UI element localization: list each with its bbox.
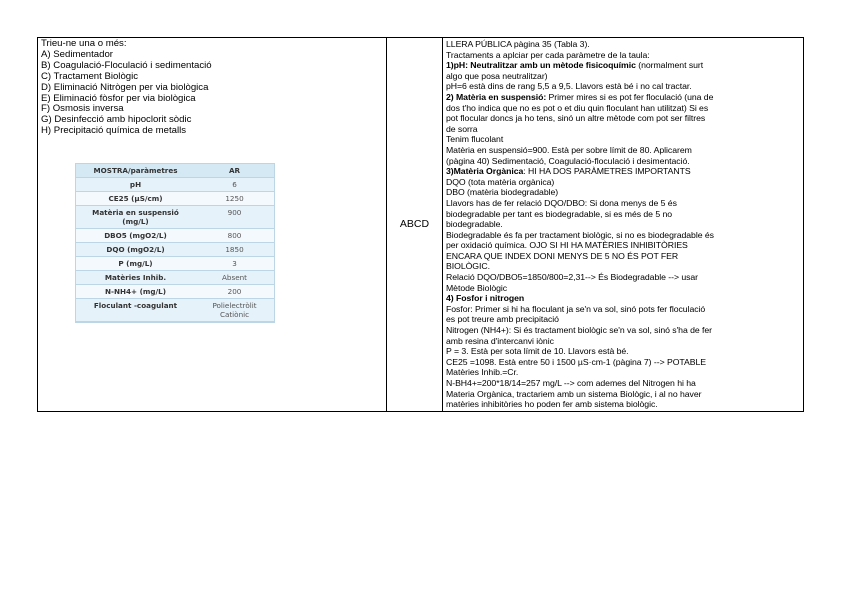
explanation-line (446, 314, 800, 325)
line-text: biodegradable. (446, 219, 503, 230)
question-intro: Trieu-ne una o més: (41, 38, 127, 49)
explanation-line (446, 346, 800, 357)
line-text: Fosfor: Primer si hi ha floculant ja se'n va sol, sinó pots fer floculació (446, 303, 706, 314)
options-list (41, 50, 383, 137)
line-text: biodegradable per tant es biodegradable, si es més de 5 no (446, 208, 673, 219)
param-row (76, 229, 274, 243)
line-text: DBO (matèria biodegradable) (446, 187, 559, 198)
line-text: DQO (tota matèria orgànica) (446, 176, 555, 187)
explanation-text (446, 39, 800, 410)
option-item: G) Desinfecció amb hipoclorit sòdic (41, 114, 192, 126)
explanation-line (446, 60, 800, 71)
explanation-line (446, 113, 800, 124)
line-text: Materia Orgànica, tractariem amb un sistema Biològic, i al no haver (446, 388, 702, 399)
explanation-line (446, 261, 800, 272)
option-item: F) Osmosis inversa (41, 103, 124, 115)
explanation-line (446, 134, 800, 145)
explanation-line (446, 230, 800, 241)
explanation-line (446, 71, 800, 82)
param-header-value: AR (195, 164, 274, 178)
explanation-line (446, 357, 800, 368)
param-name: DQO (mgO2/L) (76, 243, 195, 257)
param-row (76, 243, 274, 257)
explanation-line (446, 336, 800, 347)
explanation-line (446, 240, 800, 251)
explanation-line (446, 103, 800, 114)
line-text: Tractaments a aplciar per cada paràmetre de la taula: (446, 49, 650, 60)
param-value: Polielectròlit Catiònic (195, 299, 274, 322)
explanation-line (446, 378, 800, 389)
option-item: E) Eliminació fòsfor per via biològica (41, 92, 196, 104)
explanation-line (446, 283, 800, 294)
answer-cell (387, 38, 443, 412)
line-text: amb resina d'intercanvi iònic (446, 335, 554, 346)
explanation-line (446, 156, 800, 167)
param-name: CE25 (µS/cm) (76, 192, 195, 206)
line-text: (normalment surt (635, 60, 704, 71)
explanation-line (446, 50, 800, 61)
explanation-line (446, 166, 800, 177)
explanation-line (446, 304, 800, 315)
line-text: Nitrogen (NH4+): Si és tractament biològic se'n va sol, sinó s'ha de fer (446, 325, 713, 336)
explanation-line (446, 81, 800, 92)
line-text: de sorra (446, 123, 478, 134)
param-value: 200 (195, 285, 274, 299)
line-text: Matèries Inhib.=Cr. (446, 367, 519, 378)
bold-heading: 2) Matèria en suspensió: (446, 91, 547, 102)
param-name: DBO5 (mgO2/L) (76, 229, 195, 243)
explanation-line (446, 293, 800, 304)
param-row (76, 299, 274, 322)
explanation-line (446, 198, 800, 209)
explanation-line (446, 124, 800, 135)
param-header-name: MOSTRA/paràmetres (76, 164, 195, 178)
line-text: Relació DQO/DBO5=1850/800=2,31--> És Biodegradable --> usar (446, 272, 699, 283)
option-item: B) Coagulació-Floculació i sedimentació (41, 59, 212, 71)
explanation-line (446, 399, 800, 410)
bold-heading: 3)Matèria Orgànica (446, 166, 524, 177)
line-text: pot flocular doncs ja ho tens, sinó un altre mètode com pot ser filtres (446, 113, 706, 124)
line-text: dos t'ho indica que no es pot o et diu quin floculant han utilitzat) Si es (446, 102, 709, 113)
line-text: P = 3. Està per sota límit de 10. Llavors està bé. (446, 346, 629, 357)
line-text: matèries inhibitòries ho poden fer amb sistema biològic. (446, 399, 658, 410)
param-name: N-NH4+ (mg/L) (76, 285, 195, 299)
param-value: 800 (195, 229, 274, 243)
option-item: H) Precipitació química de metalls (41, 125, 187, 137)
explanation-line (446, 209, 800, 220)
explanation-line (446, 251, 800, 262)
parameter-table-image (75, 163, 275, 323)
param-name: P (mg/L) (76, 257, 195, 271)
table-row (38, 38, 804, 412)
param-value: 3 (195, 257, 274, 271)
param-value: 1250 (195, 192, 274, 206)
line-text: per oxidació química. OJO SI HI HA MATÈRIES INHIBITÒRIES (446, 240, 688, 251)
explanation-line (446, 367, 800, 378)
line-text: algo que posa neutralitzar) (446, 70, 548, 81)
param-row (76, 271, 274, 285)
param-value: 900 (195, 206, 274, 229)
explanation-line (446, 177, 800, 188)
line-text: BIOLÒGIC. (446, 261, 490, 272)
line-text: pH=6 està dins de rang 5,5 a 9,5. Llavors està bé i no cal tractar. (446, 81, 692, 92)
line-text: N-BH4+=200*18/14=257 mg/L --> com ademes del Nitrogen hi ha (446, 378, 696, 388)
explanation-line (446, 272, 800, 283)
line-text: (pàgina 40) Sedimentació, Coagulació-floculació i desimentació. (446, 155, 690, 166)
param-name: Matèries Inhib. (76, 271, 195, 285)
param-name: pH (76, 178, 195, 192)
param-value: Absent (195, 271, 274, 285)
param-row (76, 192, 274, 206)
bold-heading: 1)pH: Neutralitzar amb un mètode fisicoquímic (446, 60, 636, 71)
line-text: ENCARA QUE INDEX DONI MENYS DE 5 NO ÉS POT FER (446, 250, 679, 261)
line-text: LLERA PÚBLICA pàgina 35 (Tabla 3). (446, 39, 590, 49)
bold-heading: 4) Fosfor i nitrogen (446, 293, 525, 304)
param-name: Matèria en suspensió (mg/L) (76, 206, 195, 229)
line-text: : HI HA DOS PARÀMETRES IMPORTANTS (523, 166, 691, 177)
line-text: CE25 =1098. Està entre 50 i 1500 µS·cm-1 (pàgina 7) --> POTABLE (446, 356, 707, 367)
option-item: A) Sedimentador (41, 48, 113, 60)
line-text: es pot treure amb precipitació (446, 314, 559, 325)
line-text: Primer mires si es pot fer floculació (una de (546, 91, 714, 102)
param-name: Floculant -coagulant (76, 299, 195, 322)
line-text: Mètode Biològic (446, 282, 508, 293)
explanation-line (446, 145, 800, 156)
param-row (76, 206, 274, 229)
param-row (76, 178, 274, 192)
parameter-table (76, 164, 274, 322)
answer-text: ABCD (399, 218, 430, 231)
option-item: D) Eliminació Nitrògen per via biològica (41, 81, 209, 93)
param-value: 1850 (195, 243, 274, 257)
explanation-line (446, 389, 800, 400)
question-cell (38, 38, 387, 412)
param-row (76, 257, 274, 271)
explanation-line (446, 187, 800, 198)
document-table (37, 37, 804, 412)
line-text: Biodegradable és fa per tractament biològic, si no es biodegradable és (446, 229, 714, 240)
explanation-line (446, 92, 800, 103)
param-value: 6 (195, 178, 274, 192)
line-text: Llavors has de fer relació DQO/DBO: Si dona menys de 5 és (446, 197, 677, 208)
line-text: Matèria en suspensió=900. Està per sobre límit de 80. Aplicarem (446, 144, 692, 155)
option-item: C) Tractament Biològic (41, 70, 139, 82)
explanation-line (446, 39, 800, 50)
explanation-line (446, 325, 800, 336)
explanation-cell (443, 38, 804, 412)
param-row (76, 285, 274, 299)
line-text: Tenim flucolant (446, 134, 504, 145)
explanation-line (446, 219, 800, 230)
